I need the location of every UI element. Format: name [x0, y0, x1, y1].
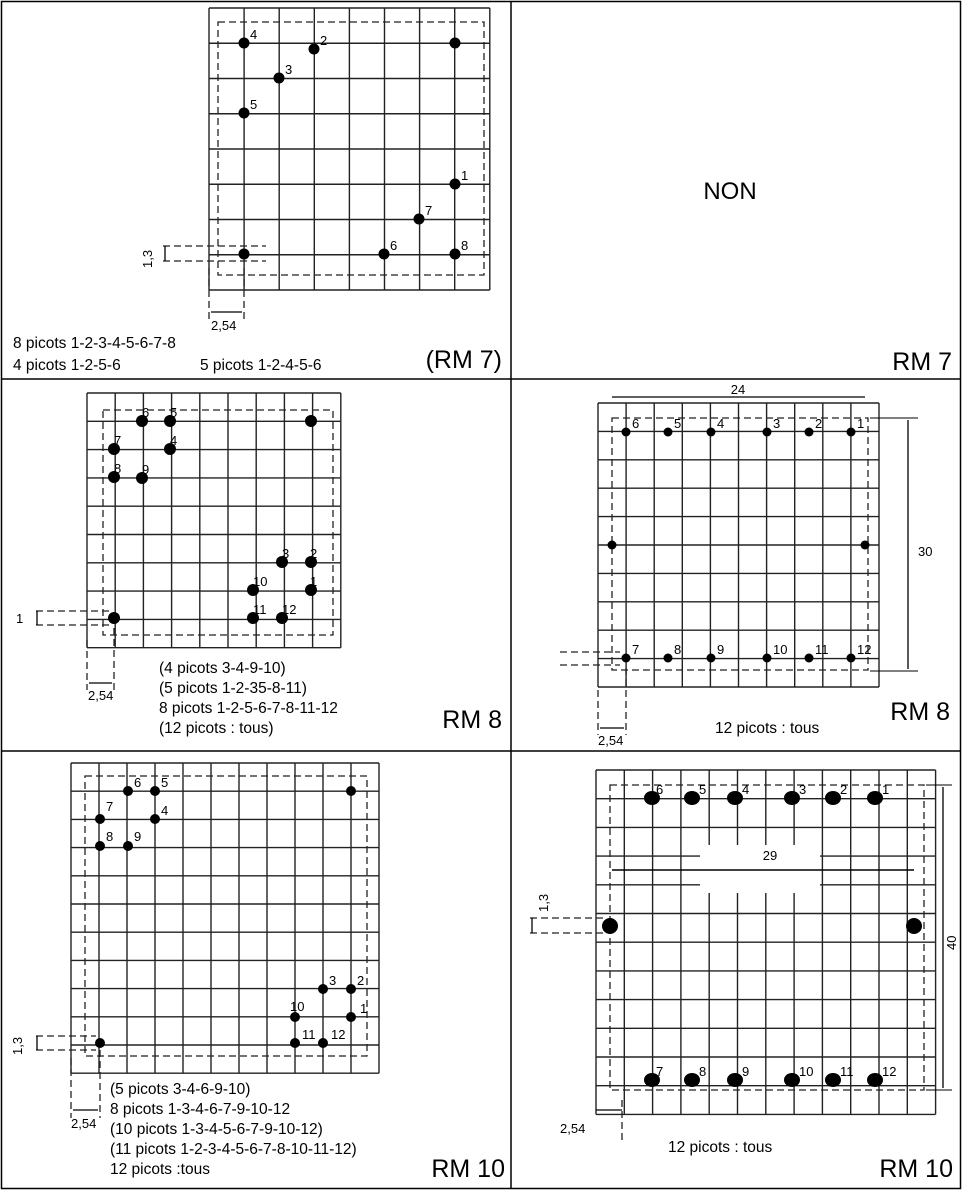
pin-5-label: 5: [699, 782, 707, 797]
pitch-dimension: 2,54: [88, 688, 114, 703]
note-line: (4 picots 3-4-9-10): [159, 660, 286, 677]
pin-2-label: 2: [840, 782, 848, 797]
rm8-right-dimensions: [560, 382, 932, 748]
pin-5: [239, 108, 250, 119]
pin-4-label: 4: [742, 782, 750, 797]
rm10-left-cell: [10, 763, 505, 1183]
pin-12-label: 12: [331, 1027, 346, 1042]
rm7-left-cell: [13, 8, 502, 374]
pin-7-label: 7: [656, 1064, 664, 1079]
pin-8: [450, 249, 461, 260]
pin-4-label: 4: [717, 416, 725, 431]
pin-1-label: 1: [310, 574, 318, 589]
rm8-left-grid: [87, 393, 341, 648]
pin-11-label: 11: [815, 642, 829, 657]
rm8-right-keepout: [612, 418, 868, 670]
rm7-left-pins: [239, 27, 469, 260]
note-line: 12 picots : tous: [715, 720, 820, 737]
pin-2: [309, 44, 320, 55]
pin-6-label: 6: [134, 775, 142, 790]
pin-9-label: 9: [142, 462, 150, 477]
note-line: 8 picots 1-2-3-4-5-6-7-8: [13, 335, 176, 352]
height-dimension: 40: [944, 935, 959, 950]
pin-12-label: 12: [857, 642, 872, 657]
pin-9-label: 9: [742, 1064, 750, 1079]
pin-12-label: 12: [282, 602, 297, 617]
rm-label: RM 8: [890, 698, 950, 726]
pin-4-label: 4: [161, 803, 169, 818]
note-line: 12 picots :tous: [110, 1161, 210, 1178]
pin-7-label: 7: [114, 433, 122, 448]
pitch-dimension: 2,54: [598, 733, 624, 748]
pin-4-label: 4: [170, 433, 178, 448]
pin-6-label: 6: [632, 416, 640, 431]
pin-6-label: 6: [142, 405, 150, 420]
pitch-dimension: 2,54: [211, 318, 237, 333]
pin-6-label: 6: [390, 238, 398, 253]
note-line: (5 picots 1-2-35-8-11): [159, 680, 307, 697]
rm8-right-grid: [598, 403, 879, 687]
rm10-right-cell: [530, 770, 959, 1183]
corner-pin: [108, 612, 120, 624]
pin-3-label: 3: [799, 782, 807, 797]
pin-7-label: 7: [106, 799, 114, 814]
rm10-left-pins: [95, 775, 367, 1048]
pin-4: [239, 38, 250, 49]
rm-label: RM 7: [892, 348, 952, 376]
note-line: 12 picots : tous: [668, 1139, 773, 1156]
non-message: NON: [703, 178, 757, 205]
pin-10-label: 10: [290, 999, 305, 1014]
pin-6: [379, 249, 390, 260]
pin-8-label: 8: [674, 642, 682, 657]
rm10-right-dimensions: [530, 785, 959, 1140]
rm-label: RM 10: [431, 1155, 505, 1183]
pin-10-label: 10: [773, 642, 788, 657]
rm10-right-grid: [596, 770, 936, 1114]
pin-1-label: 1: [360, 1001, 368, 1016]
pin-3: [274, 73, 285, 84]
pin-12-label: 12: [882, 1064, 897, 1079]
note-line: (12 picots : tous): [159, 720, 274, 737]
pin-9-label: 9: [134, 829, 142, 844]
rm8-right-pins: [608, 416, 872, 663]
pin-7-label: 7: [632, 642, 640, 657]
pin-1-label: 1: [857, 416, 865, 431]
rm8-right-cell: [560, 382, 950, 748]
offset-dimension: 1,3: [140, 249, 155, 268]
pin-1-label: 1: [461, 168, 469, 183]
pin-11-label: 11: [840, 1064, 854, 1079]
pin-3-label: 3: [329, 973, 337, 988]
rm10-left-dimensions: [10, 1036, 100, 1131]
pin-1: [450, 179, 461, 190]
note-line: (5 picots 3-4-6-9-10): [110, 1081, 251, 1098]
pin-2-label: 2: [815, 416, 823, 431]
cell-frame: [1, 1, 961, 1189]
pin-11-label: 11: [253, 602, 267, 617]
pin-5-label: 5: [161, 775, 169, 790]
corner-pin: [305, 415, 317, 427]
height-dimension: 30: [918, 544, 933, 559]
rm7-right-cell: [703, 178, 952, 376]
pin-4-label: 4: [250, 27, 258, 42]
pin-8-label: 8: [461, 238, 469, 253]
offset-dimension: 1: [16, 611, 24, 626]
rm-label: (RM 7): [425, 346, 502, 374]
pin-8-label: 8: [106, 829, 114, 844]
pin-3-label: 3: [773, 416, 781, 431]
rm7-left-grid: [209, 8, 490, 290]
note-line: 8 picots 1-2-5-6-7-8-11-12: [159, 700, 338, 717]
pin-10-label: 10: [253, 574, 268, 589]
offset-dimension: 1,3: [10, 1036, 25, 1055]
pin-5-label: 5: [250, 97, 258, 112]
pin-7-label: 7: [425, 203, 433, 218]
pin-6-label: 6: [656, 782, 664, 797]
pin-7: [414, 214, 425, 225]
note-line: 4 picots 1-2-5-6: [13, 357, 121, 374]
width-dimension: 29: [762, 848, 778, 863]
pin-8-label: 8: [114, 461, 122, 476]
pin-2-label: 2: [310, 546, 318, 561]
note-line: (11 picots 1-2-3-4-5-6-7-8-10-11-12): [110, 1141, 357, 1158]
corner-pin: [239, 249, 250, 260]
note-line: 8 picots 1-3-4-6-7-9-10-12: [110, 1101, 291, 1118]
pitch-dimension: 2,54: [560, 1121, 586, 1136]
pin-2-label: 2: [357, 973, 365, 988]
rm-label: RM 10: [879, 1155, 953, 1183]
width-dimension: 24: [730, 382, 746, 397]
pin-3-label: 3: [282, 546, 290, 561]
rm8-left-cell: [16, 393, 502, 737]
pin-8-label: 8: [699, 1064, 707, 1079]
rm10-right-keepout: [610, 785, 924, 1090]
pin-11-label: 11: [302, 1027, 316, 1042]
rm8-left-keepout: [103, 410, 333, 635]
pin-10-label: 10: [799, 1064, 814, 1079]
corner-pin: [450, 38, 461, 49]
rm8-left-dimensions: [16, 611, 114, 703]
note-line: (10 picots 1-3-4-5-6-7-9-10-12): [110, 1121, 323, 1138]
pitch-dimension: 2,54: [71, 1116, 97, 1131]
pin-5-label: 5: [674, 416, 682, 431]
note-line: 5 picots 1-2-4-5-6: [200, 357, 322, 374]
pin-9-label: 9: [717, 642, 725, 657]
pin-5-label: 5: [170, 405, 178, 420]
offset-dimension: 1,3: [536, 893, 551, 912]
pin-1-label: 1: [882, 782, 890, 797]
rm-label: RM 8: [442, 706, 502, 734]
pin-2-label: 2: [320, 33, 328, 48]
pin-3-label: 3: [285, 62, 293, 77]
